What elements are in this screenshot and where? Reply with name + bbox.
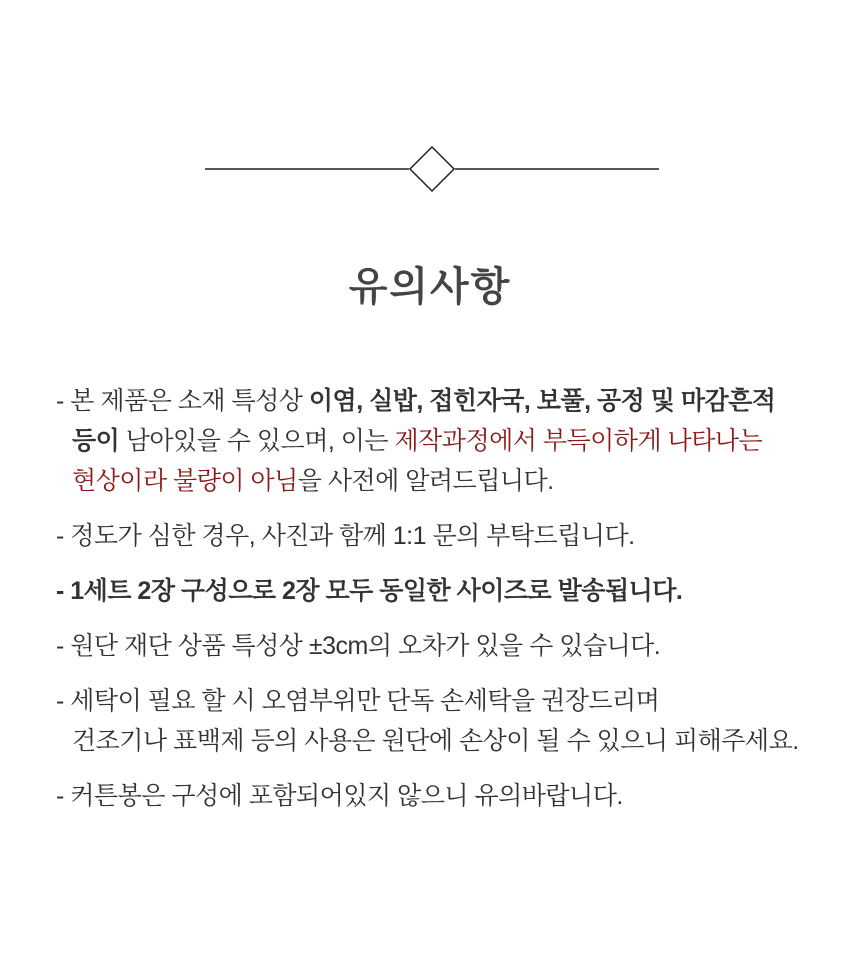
note-text: 건조기나 표백제 등의 사용은 원단에 손상이 될 수 있으니 피해주세요. bbox=[72, 727, 799, 755]
note-line bbox=[56, 421, 846, 461]
note-item bbox=[56, 571, 846, 611]
note-text: 이염, 실밥, 접힌자국, 보풀, 공정 및 마감흔적 bbox=[308, 387, 776, 415]
notes-list bbox=[56, 381, 846, 831]
note-text: - 정도가 심한 경우, 사진과 함께 1:1 문의 부탁드립니다. bbox=[56, 522, 635, 550]
note-item bbox=[56, 626, 846, 666]
note-text: 남아있을 수 있으며, 이는 bbox=[119, 427, 395, 455]
note-text: - 본 제품은 소재 특성상 bbox=[56, 387, 309, 415]
note-line bbox=[56, 776, 846, 816]
note-item bbox=[56, 381, 846, 501]
note-text: - 세탁이 필요 할 시 오염부위만 단독 손세탁을 권장드리며 bbox=[56, 687, 660, 715]
note-text: 등이 bbox=[72, 427, 120, 455]
note-line bbox=[56, 516, 846, 556]
note-line bbox=[56, 461, 846, 501]
note-item bbox=[56, 776, 846, 816]
ornament-divider bbox=[205, 146, 659, 192]
note-line bbox=[56, 626, 846, 666]
note-item bbox=[56, 516, 846, 556]
diamond-divider-icon bbox=[205, 146, 659, 192]
note-text: 제작과정에서 부득이하게 나타나는 bbox=[394, 427, 763, 455]
note-text: 현상이라 불량이 아님 bbox=[72, 467, 298, 495]
note-text: 을 사전에 알려드립니다. bbox=[297, 467, 554, 495]
page-title: 유의사항 bbox=[348, 265, 512, 309]
note-item bbox=[56, 681, 846, 761]
note-line bbox=[56, 381, 846, 421]
note-text: - 커튼봉은 구성에 포함되어있지 않으니 유의바랍니다. bbox=[56, 782, 623, 810]
note-line bbox=[56, 571, 846, 611]
note-text: - 원단 재단 상품 특성상 ±3cm의 오차가 있을 수 있습니다. bbox=[56, 632, 661, 660]
note-text: - 1세트 2장 구성으로 2장 모두 동일한 사이즈로 발송됩니다. bbox=[56, 577, 683, 605]
note-line bbox=[56, 721, 846, 761]
note-line bbox=[56, 681, 846, 721]
